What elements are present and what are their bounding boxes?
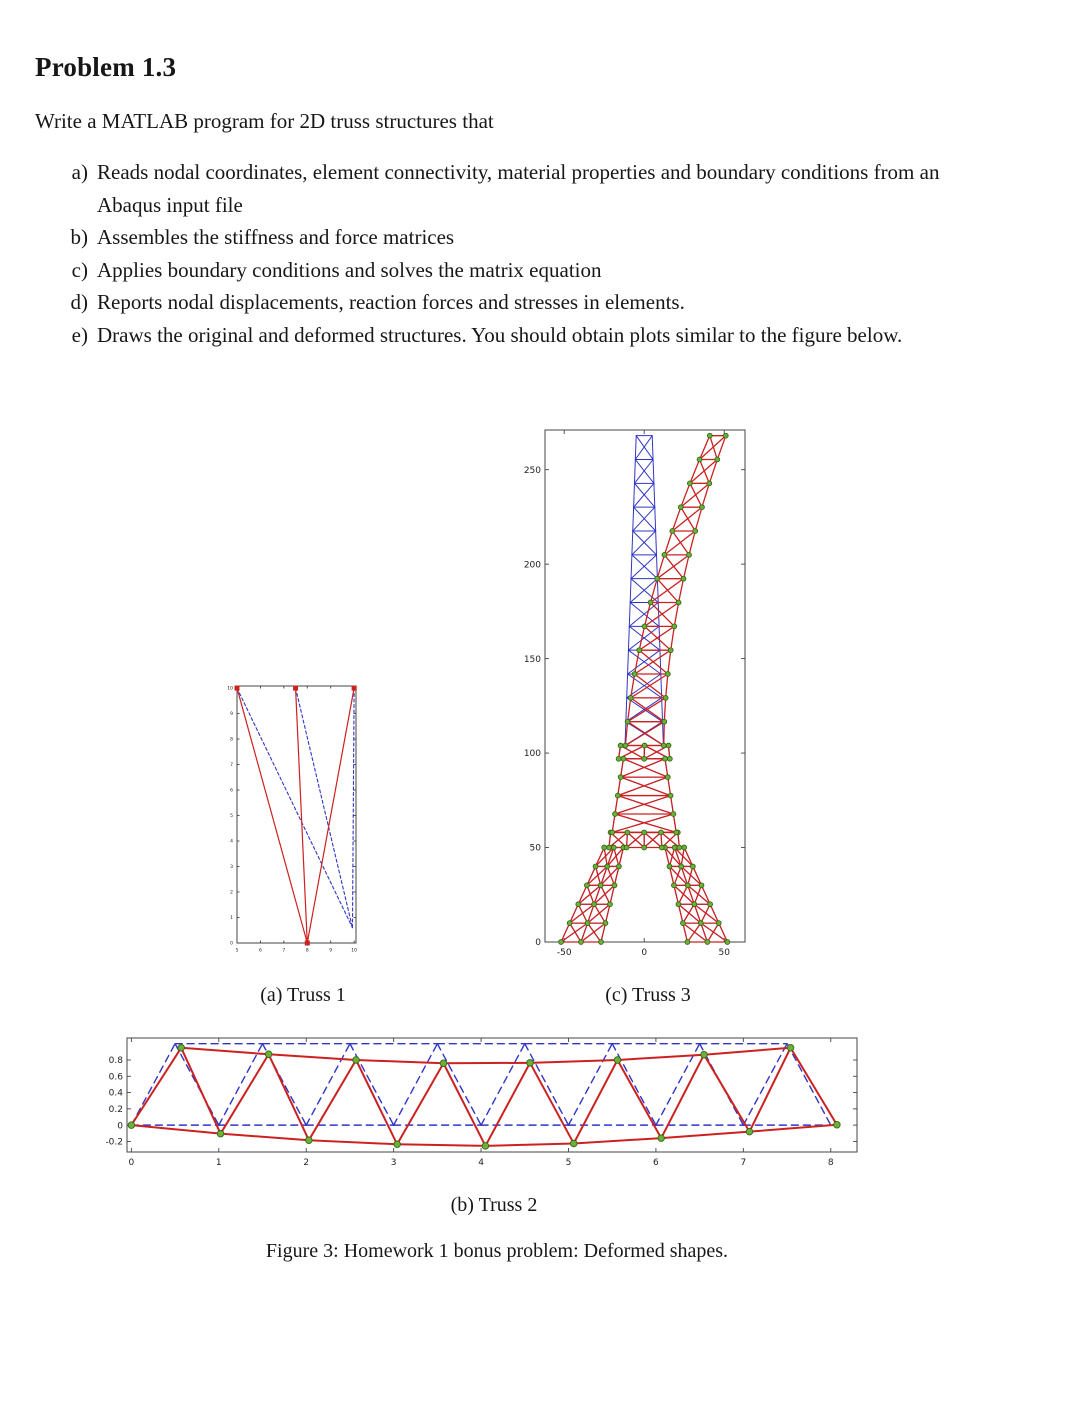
caption-truss3: (c) Truss 3 <box>605 984 691 1006</box>
truss2-figure <box>88 1024 880 1176</box>
list-item-text: Reads nodal coordinates, element connectivity, material properties and boundary conditions from an Abaqus input file <box>97 160 940 217</box>
svg-text:50: 50 <box>718 948 730 958</box>
list-item-text: Reports nodal displacements, reaction forces and stresses in elements. <box>97 290 685 314</box>
svg-text:0.8: 0.8 <box>108 1056 123 1067</box>
svg-text:200: 200 <box>523 560 541 571</box>
figure-caption: Figure 3: Homework 1 bonus problem: Deformed shapes. <box>265 1240 729 1262</box>
svg-text:8: 8 <box>305 948 309 954</box>
truss1-canvas <box>225 672 375 964</box>
svg-text:5: 5 <box>230 814 233 820</box>
truss3-canvas <box>505 418 770 978</box>
svg-text:7: 7 <box>282 948 286 954</box>
svg-text:2: 2 <box>303 1158 310 1168</box>
svg-text:0.6: 0.6 <box>108 1072 123 1083</box>
list-item-label: a) <box>71 160 88 184</box>
svg-text:10: 10 <box>227 686 233 692</box>
list-item-label: b) <box>70 225 88 249</box>
list-item-label: d) <box>70 290 88 314</box>
svg-text:10: 10 <box>351 948 357 954</box>
page-title: Problem 1.3 <box>35 52 177 82</box>
svg-text:0: 0 <box>535 938 541 949</box>
intro-text: Write a MATLAB program for 2D truss structures that <box>35 109 494 133</box>
truss1-figure <box>225 672 375 964</box>
document-page <box>0 0 1080 351</box>
list-item-d <box>60 286 1080 319</box>
svg-text:0: 0 <box>641 948 648 958</box>
list-item-e <box>60 319 1080 352</box>
svg-text:-0.2: -0.2 <box>105 1137 123 1148</box>
svg-text:0: 0 <box>230 941 233 947</box>
caption-truss1: (a) Truss 1 <box>260 984 346 1006</box>
svg-text:1: 1 <box>215 1158 222 1168</box>
svg-text:3: 3 <box>230 865 233 871</box>
svg-text:150: 150 <box>523 654 541 665</box>
svg-text:9: 9 <box>329 948 333 954</box>
list-item-text: Applies boundary conditions and solves the matrix equation <box>97 257 602 282</box>
svg-text:9: 9 <box>230 712 233 718</box>
list-item-a <box>60 156 1080 221</box>
svg-text:0.4: 0.4 <box>108 1088 123 1099</box>
svg-text:1: 1 <box>230 916 233 922</box>
svg-text:6: 6 <box>230 788 233 794</box>
svg-text:2: 2 <box>230 890 233 896</box>
svg-text:7: 7 <box>740 1158 747 1168</box>
svg-text:4: 4 <box>230 839 233 845</box>
svg-text:5: 5 <box>235 948 239 954</box>
truss3-figure <box>505 418 770 978</box>
svg-text:0: 0 <box>117 1121 123 1132</box>
svg-text:7: 7 <box>230 763 233 769</box>
truss2-canvas <box>88 1024 880 1176</box>
svg-text:6: 6 <box>258 948 262 954</box>
svg-text:0.2: 0.2 <box>108 1104 123 1115</box>
list-item-text: Draws the original and deformed structures. You should obtain plots similar to the figure below. <box>97 322 903 347</box>
list-item-text: Assembles the stiffness and force matrices <box>97 225 455 249</box>
svg-text:5: 5 <box>565 1158 572 1168</box>
svg-text:100: 100 <box>523 749 541 760</box>
svg-text:0: 0 <box>128 1158 135 1168</box>
caption-truss2: (b) Truss 2 <box>450 1194 538 1216</box>
svg-text:3: 3 <box>390 1158 397 1168</box>
svg-text:8: 8 <box>230 737 233 743</box>
svg-text:8: 8 <box>827 1158 834 1168</box>
svg-text:4: 4 <box>478 1158 484 1168</box>
list-item-label: e) <box>71 322 88 347</box>
list-item-label: c) <box>71 257 88 282</box>
svg-text:6: 6 <box>653 1158 659 1168</box>
svg-text:-50: -50 <box>556 948 572 958</box>
requirements-list <box>60 156 1080 351</box>
svg-text:50: 50 <box>529 843 541 854</box>
svg-text:250: 250 <box>523 465 541 476</box>
list-item-c <box>60 254 1080 287</box>
list-item-b <box>60 221 1080 254</box>
